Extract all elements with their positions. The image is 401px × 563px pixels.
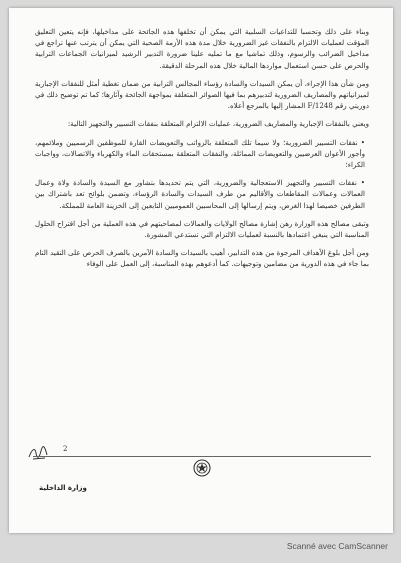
handwritten-signature	[27, 443, 51, 463]
bullet-text: نفقات التسيير الضرورية؛ ولا سيما تلك المتعلقة بالرواتب والتعويضات القارة للموظفين الرسميين وملائمهم، وأجور الأعوان العرضيين والتعويضات المماثلة، والنفقات المتعلقة بمستحقات الماء والكهرباء والاتصالات، وواجبات الكراء؛	[35, 137, 365, 170]
scanner-watermark: Scanné avec CamScanner	[286, 541, 388, 551]
paragraph: ويعني بالنفقات الإجبارية والمصاريف الضرورية، عمليات الالتزام المتعلقة بنفقات التسيير والتجهيز التالية:	[67, 119, 369, 129]
royal-emblem-icon	[193, 459, 211, 477]
page-number: 2	[63, 445, 68, 453]
paragraph: ومن شأن هذا الإجراء، أن يمكن السيدات والسادة رؤساء المجالس الترابية من ضمان تغطية أمثل للنفقات الإجبارية لميزانياتهم والمصاريف الضرورية لتدبيرهم بما فيها الصوائر المتعلقة بمواجهة الجائحة وآثارها؛ كما تم توضيح ذلك في دوريتي رقم F/1248 المشار إليها بالمرجع أعلاه.	[35, 78, 369, 111]
document-body	[35, 26, 369, 277]
bullet-item: • نفقات التسيير والتجهيز الاستعجالية والضرورية، التي يتم تحديدها بتشاور مع السيدة والسادة ولاة وعمال العمالات وعمالات المقاطعات والأقاليم من طرف السيدات والسادة الرؤساء، وتضمن بلوائح تعد باشتراك بين الطرفين خصيصا لهذا الغرض، ويتم إرسالها إلى المحاسبين العموميين التابعين إلى الخزينة العامة للمملكة.	[35, 178, 365, 210]
bullet-text: نفقات التسيير والتجهيز الاستعجالية والضرورية، التي يتم تحديدها بتشاور مع السيدة والسادة ولاة وعمال العمالات وعمالات المقاطعات والأقاليم من طرف السيدات والسادة الرؤساء، وتضمن بلوائح تعد باشتراك بين الطرفين خصيصا لهذا الغرض، ويتم إرسالها إلى المحاسبين العموميين التابعين إلى الخزينة العامة للمملكة.	[35, 178, 365, 210]
document-page	[9, 8, 393, 533]
ministry-name: وزارة الداخلية	[39, 484, 87, 492]
bullet-item: • نفقات التسيير الضرورية؛ ولا سيما تلك المتعلقة بالرواتب والتعويضات القارة للموظفين الرسميين وملائمهم، وأجور الأعوان العرضيين والتعويضات المماثلة، والنفقات المتعلقة بمستحقات الماء والكهرباء والاتصالات، وواجبات الكراء؛	[35, 137, 365, 170]
paragraph: وتبقى مصالح هذه الوزارة رهن إشارة مصالح الولايات والعمالات لمصاحبتهم في هذه العملية من أجل اقتراح الحلول المناسبة التي ينبغي اعتمادها بالنسبة لعمليات الالتزام التي تستدعي المشورة.	[35, 218, 369, 240]
paragraph: ومن أجل بلوغ الأهداف المرجوة من هذه التدابير، أهيب بالسيدات والسادة الآمرين بالصرف الحرص على التقيد التام بما جاء في هذه الدورية من مضامين وتوجيهات. كما أدعوهم بهذه المناسبة، إلى العمل على الوفاء	[35, 248, 369, 269]
footer-divider	[33, 456, 371, 457]
paragraph: وبناء على ذلك وتحسبا للتداعيات السلبية التي يمكن أن تخلفها هذه الجائحة على مداخيلها، فإنه يتعين التعليق المؤقت لعمليات الالتزام بالنفقات غير الضرورية خلال مدة هذه الأزمة الصحية التي يمكن أن يترتب عنها تراجع في مداخيل الضرائب والرسوم، وذلك تماشيا مع ما تمليه علينا ضرورة التدبير الرشيد لميزانيات الجماعات الترابية والحرص على حسن استعمال مواردها المالية خلال هذه المرحلة الدقيقة.	[35, 27, 369, 70]
